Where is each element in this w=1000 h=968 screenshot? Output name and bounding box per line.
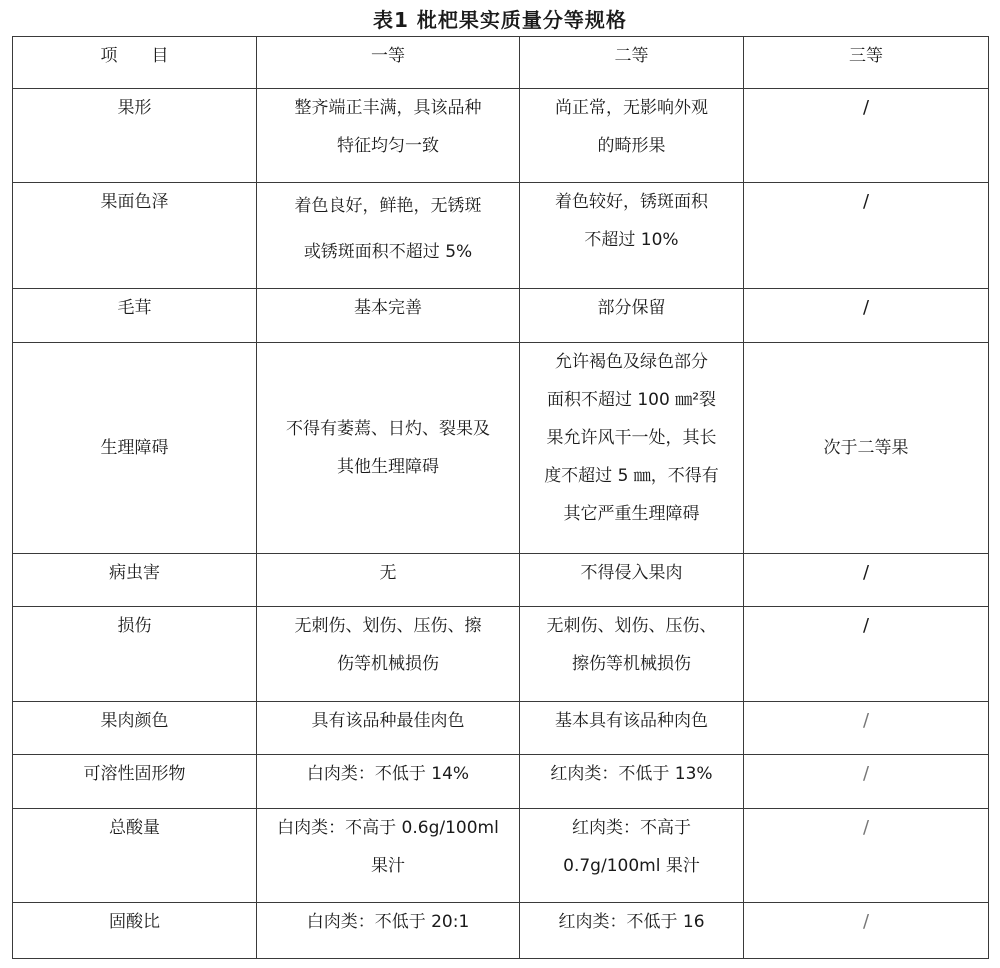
row-second-grade: 红肉类：不低于 13% [520,755,744,809]
row-first-grade: 白肉类：不低于 14% [257,755,520,809]
table-row [13,89,989,183]
row-item: 果肉颜色 [13,702,257,755]
row-item: 毛茸 [13,289,257,343]
table-row [13,903,989,959]
row-first-grade: 具有该品种最佳肉色 [257,702,520,755]
row-first-grade: 白肉类：不低于 20:1 [257,903,520,959]
table-row [13,183,989,289]
row-item: 可溶性固形物 [13,755,257,809]
row-second-grade: 红肉类：不低于 16 [520,903,744,959]
row-third-grade: / [744,809,989,903]
row-item: 果形 [13,89,257,183]
header-third-grade: 三等 [744,37,989,89]
header-item: 项 目 [13,37,257,89]
row-second-grade: 允许褐色及绿色部分 面积不超过 100 ㎜²裂 果允许风干一处，其长 度不超过 5 ㎜，不得有 其它严重生理障碍 [520,343,744,554]
table-row [13,289,989,343]
row-second-grade: 红肉类：不高于 0.7g/100ml 果汁 [520,809,744,903]
table-row [13,554,989,607]
row-first-grade: 无 [257,554,520,607]
row-third-grade: / [744,607,989,702]
row-second-grade: 基本具有该品种肉色 [520,702,744,755]
row-second-grade: 无刺伤、划伤、压伤、 擦伤等机械损伤 [520,607,744,702]
row-second-grade: 不得侵入果肉 [520,554,744,607]
row-item: 病虫害 [13,554,257,607]
row-item: 生理障碍 [13,343,257,554]
header-row [13,37,989,89]
table-row [13,607,989,702]
row-second-grade: 着色较好，锈斑面积 不超过 10% [520,183,744,289]
row-first-grade: 白肉类：不高于 0.6g/100ml 果汁 [257,809,520,903]
row-third-grade: / [744,183,989,289]
row-third-grade: / [744,554,989,607]
row-item: 总酸量 [13,809,257,903]
row-third-grade: / [744,755,989,809]
table-row [13,809,989,903]
header-second-grade: 二等 [520,37,744,89]
table-title: 表1 枇杷果实质量分等规格 [373,8,627,32]
row-first-grade: 整齐端正丰满，具该品种 特征均匀一致 [257,89,520,183]
row-third-grade: / [744,89,989,183]
row-first-grade: 无刺伤、划伤、压伤、擦 伤等机械损伤 [257,607,520,702]
row-item: 损伤 [13,607,257,702]
row-third-grade: / [744,903,989,959]
row-third-grade: / [744,289,989,343]
row-item: 固酸比 [13,903,257,959]
row-third-grade: / [744,702,989,755]
table-row [13,755,989,809]
row-first-grade: 着色良好，鲜艳，无锈斑 或锈斑面积不超过 5% [257,183,520,289]
table-row [13,343,989,554]
row-second-grade: 部分保留 [520,289,744,343]
row-first-grade: 基本完善 [257,289,520,343]
header-first-grade: 一等 [257,37,520,89]
row-second-grade: 尚正常，无影响外观 的畸形果 [520,89,744,183]
grading-table [12,36,989,959]
row-third-grade: 次于二等果 [744,343,989,554]
row-first-grade: 不得有萎蔫、日灼、裂果及 其他生理障碍 [257,343,520,554]
table-row [13,702,989,755]
row-item: 果面色泽 [13,183,257,289]
